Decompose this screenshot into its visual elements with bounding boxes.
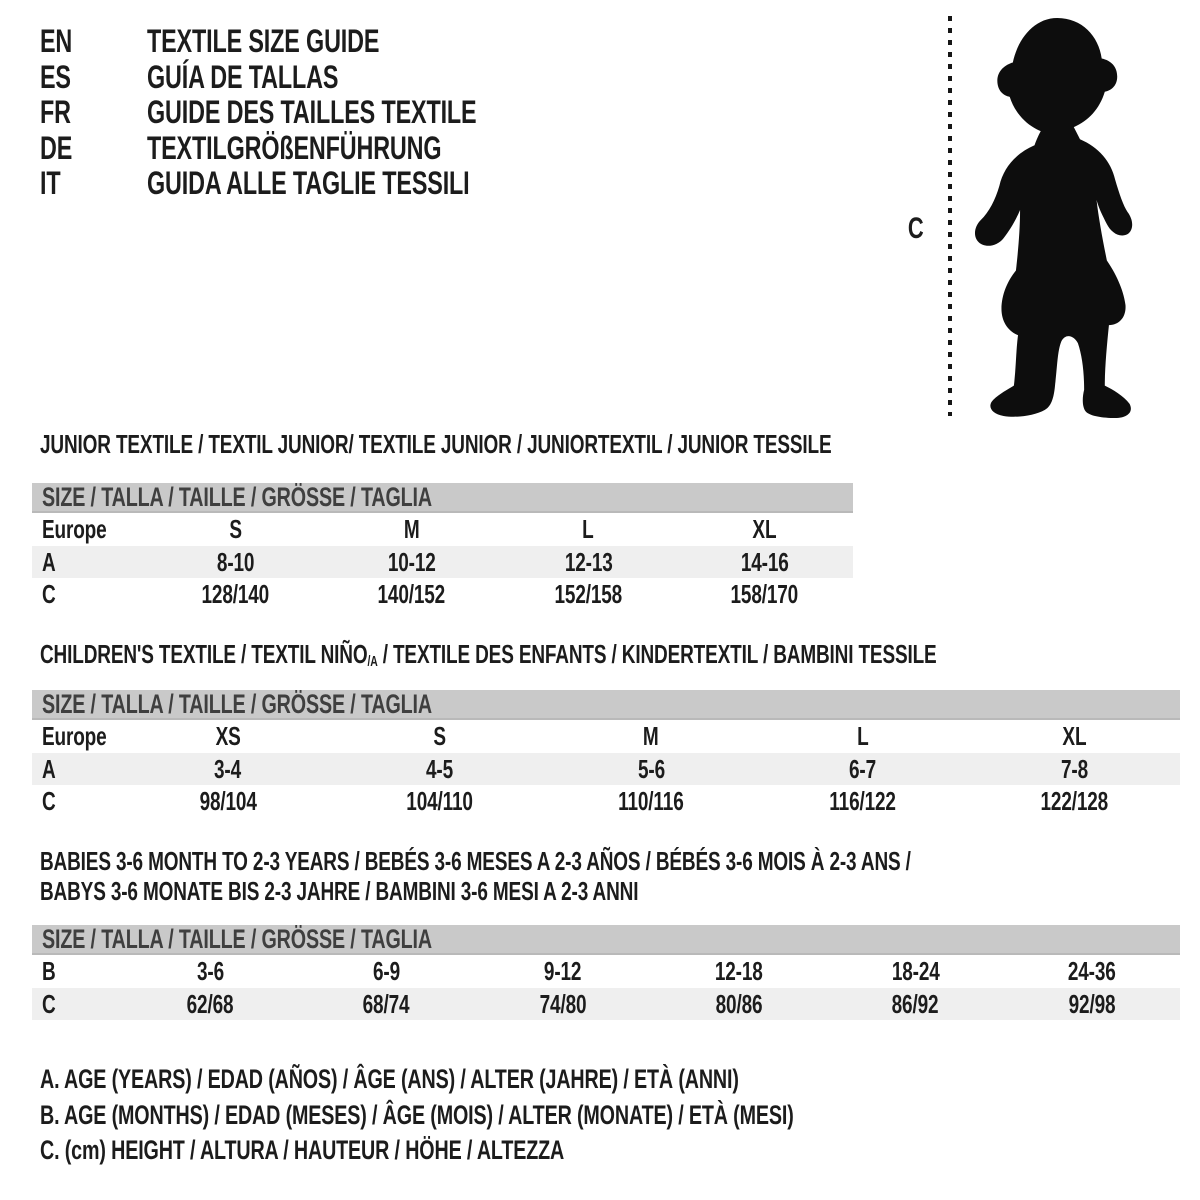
value: 110/116 [618, 786, 684, 816]
value-cell [122, 785, 334, 818]
language-title [147, 94, 598, 130]
language-code [40, 95, 147, 131]
value: 128/140 [201, 579, 270, 609]
language-title [147, 130, 550, 166]
size-header-text: SIZE / TALLA / TAILLE / GRÖSSE / TAGLIA [42, 482, 432, 512]
size-header-text: SIZE / TALLA / TAILLE / GRÖSSE / TAGLIA [42, 924, 432, 954]
table-row [32, 753, 1180, 786]
value-cell [147, 578, 324, 611]
row-label-cell [32, 988, 122, 1021]
value: 4-5 [425, 753, 453, 784]
size-label: L [856, 721, 869, 751]
value: 86/92 [892, 988, 939, 1019]
language-title-text: GUIDE DES TAILLES TEXTILE [147, 94, 477, 130]
language-row-en [40, 24, 598, 60]
row-label-cell [32, 578, 147, 611]
value-cell [1004, 955, 1180, 988]
value: 12-13 [564, 546, 613, 577]
row-label: C [42, 579, 56, 609]
value-cell [122, 955, 298, 988]
legend-line-c [40, 1133, 1072, 1169]
value: 98/104 [199, 786, 257, 816]
junior-section-heading [40, 429, 1124, 459]
language-title-text: GUÍA DE TALLAS [147, 58, 339, 95]
size-column-header [545, 720, 757, 753]
size-column-header [500, 513, 677, 546]
babies-section-heading-line1 [40, 846, 1200, 876]
value: 80/86 [715, 988, 763, 1019]
language-code-text: EN [40, 23, 73, 59]
value: 24-36 [1067, 956, 1116, 986]
language-title-list [40, 24, 598, 202]
row-label: A [42, 546, 56, 577]
table-row [32, 720, 1180, 753]
heading-subscript: /A [367, 654, 378, 671]
value: 3-4 [214, 753, 242, 784]
value-cell [500, 546, 677, 579]
value-cell [122, 988, 298, 1021]
row-label: C [42, 988, 56, 1019]
size-label: XL [1062, 721, 1087, 751]
measure-label-text: C [907, 212, 924, 245]
value-cell [298, 955, 474, 988]
value-cell [545, 785, 757, 818]
row-label: A [42, 753, 56, 784]
value: 152/158 [554, 579, 623, 609]
children-size-header-bar [32, 690, 1180, 720]
language-title-text: TEXTILGRÖßENFÜHRUNG [147, 129, 442, 166]
size-label: S [433, 721, 446, 751]
legend-text: C. (cm) HEIGHT / ALTURA / HAUTEUR / HÖHE / ALTEZZA [40, 1135, 565, 1165]
value-cell [475, 955, 651, 988]
babies-heading-text: BABYS 3-6 MONATE BIS 2-3 JAHRE / BAMBINI 3-6 MESI A 2-3 ANNI [40, 876, 639, 906]
junior-size-header-bar [32, 483, 853, 513]
legend-text: B. AGE (MONTHS) / EDAD (MESES) / ÂGE (MOIS) / ALTER (MONATE) / ETÀ (MESI) [40, 1099, 794, 1130]
value: 9-12 [544, 956, 582, 986]
region-label: Europe [42, 721, 107, 751]
language-code-text: FR [40, 94, 71, 130]
value-cell [968, 785, 1180, 818]
language-code [40, 60, 147, 96]
language-code-text: ES [40, 58, 71, 95]
value-cell [475, 988, 651, 1021]
value: 116/122 [829, 786, 896, 816]
value: 62/68 [186, 988, 234, 1019]
value: 68/74 [363, 988, 410, 1019]
measurement-legend [40, 1062, 1072, 1169]
size-column-header [757, 720, 969, 753]
language-code [40, 131, 147, 167]
value-cell [1004, 988, 1180, 1021]
region-label: Europe [42, 514, 107, 544]
size-column-header [334, 720, 546, 753]
height-measure-c-label [905, 214, 926, 244]
height-dashed-line [948, 16, 952, 416]
babies-section-heading-line2 [40, 876, 860, 906]
size-label: XS [215, 721, 241, 751]
value: 158/170 [730, 579, 799, 609]
value-cell [334, 785, 546, 818]
row-label-cell [32, 955, 122, 988]
size-column-header [968, 720, 1180, 753]
value-cell [757, 753, 969, 786]
children-size-table [32, 690, 1180, 818]
language-code-text: IT [40, 165, 61, 201]
size-label: M [643, 721, 659, 751]
value: 8-10 [216, 546, 254, 577]
size-label: L [582, 514, 594, 544]
children-section-heading [40, 639, 1200, 677]
value: 6-9 [372, 956, 400, 986]
value: 74/80 [539, 988, 587, 1019]
children-heading-text [40, 639, 937, 677]
row-label-cell [32, 785, 122, 818]
size-column-header [122, 720, 334, 753]
size-label: S [228, 514, 242, 544]
value: 5-6 [637, 753, 665, 784]
value-cell [968, 753, 1180, 786]
value-cell [545, 753, 757, 786]
region-cell [32, 513, 147, 546]
value: 12-18 [715, 956, 764, 986]
language-row-es [40, 60, 598, 96]
table-row [32, 785, 1180, 818]
language-row-de [40, 131, 598, 167]
value-cell [827, 955, 1003, 988]
size-column-header [147, 513, 324, 546]
value-cell [324, 546, 501, 579]
junior-size-table [32, 483, 853, 611]
legend-line-b [40, 1098, 1072, 1134]
language-code [40, 24, 147, 60]
value-cell [334, 753, 546, 786]
row-label-cell [32, 546, 147, 579]
size-label: M [403, 514, 420, 544]
value: 7-8 [1060, 753, 1088, 784]
babies-size-header-bar [32, 925, 1180, 955]
table-row [32, 513, 853, 546]
value-cell [500, 578, 677, 611]
language-row-it [40, 166, 598, 202]
language-title [147, 165, 589, 201]
row-label: C [42, 786, 56, 816]
value: 14-16 [740, 546, 789, 577]
value-cell [651, 955, 827, 988]
language-title [147, 59, 409, 95]
table-row [32, 988, 1180, 1021]
size-column-header [677, 513, 854, 546]
value-cell [324, 578, 501, 611]
value-cell [677, 578, 854, 611]
value: 10-12 [387, 546, 436, 577]
legend-text: A. AGE (YEARS) / EDAD (AÑOS) / ÂGE (ANS) / ALTER (JAHRE) / ETÀ (ANNI) [40, 1064, 739, 1094]
value-cell [651, 988, 827, 1021]
value: 122/128 [1040, 786, 1108, 816]
babies-heading-text: BABIES 3-6 MONTH TO 2-3 YEARS / BEBÉS 3-6 MESES A 2-3 AÑOS / BÉBÉS 3-6 MOIS À 2-3 ANS / [40, 846, 911, 876]
region-cell [32, 720, 122, 753]
heading-suffix: / TEXTILE DES ENFANTS / KINDERTEXTIL / BAMBINI TESSILE [377, 639, 937, 669]
language-title-text: TEXTILE SIZE GUIDE [147, 23, 380, 59]
row-label: B [42, 956, 56, 986]
language-title-text: GUIDA ALLE TAGLIE TESSILI [147, 165, 470, 201]
value-cell [147, 546, 324, 579]
size-column-header [324, 513, 501, 546]
size-label: XL [752, 514, 777, 544]
table-row [32, 578, 853, 611]
language-code [40, 166, 147, 202]
size-header-text: SIZE / TALLA / TAILLE / GRÖSSE / TAGLIA [42, 689, 432, 719]
heading-prefix: CHILDREN'S TEXTILE / TEXTIL NIÑO [40, 639, 368, 669]
value: 18-24 [891, 956, 940, 986]
value-cell [298, 988, 474, 1021]
language-title [147, 23, 465, 59]
value-cell [757, 785, 969, 818]
legend-line-a [40, 1062, 1072, 1098]
value: 92/98 [1068, 988, 1116, 1019]
value: 104/110 [406, 786, 473, 816]
language-row-fr [40, 95, 598, 131]
toddler-silhouette-icon [956, 14, 1142, 418]
value: 3-6 [196, 956, 224, 986]
table-row [32, 546, 853, 579]
junior-heading-text: JUNIOR TEXTILE / TEXTIL JUNIOR/ TEXTILE JUNIOR / JUNIORTEXTIL / JUNIOR TESSILE [40, 429, 832, 459]
row-label-cell [32, 753, 122, 786]
value-cell [827, 988, 1003, 1021]
table-row [32, 955, 1180, 988]
value: 6-7 [849, 753, 877, 784]
value-cell [677, 546, 854, 579]
value-cell [122, 753, 334, 786]
language-code-text: DE [40, 129, 73, 166]
babies-size-table [32, 925, 1180, 1020]
value: 140/152 [377, 579, 446, 609]
